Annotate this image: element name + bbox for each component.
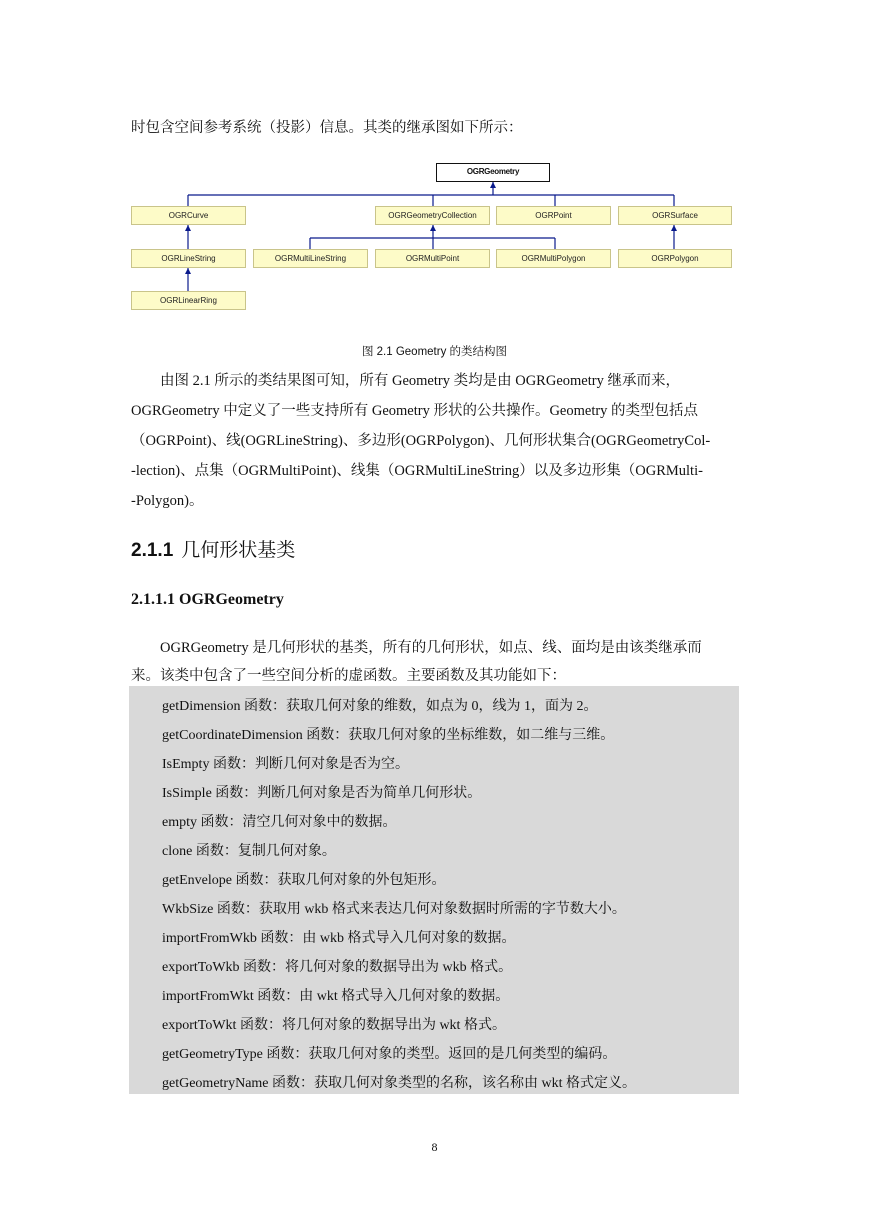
diagram-connectors bbox=[0, 0, 869, 330]
class-ogrgeometry: OGRGeometry bbox=[436, 163, 550, 182]
paragraph-line: OGRGeometry 是几何形状的基类，所有的几何形状，如点、线、面均是由该类继承而 bbox=[160, 640, 702, 656]
section-title: 几何形状基类 bbox=[181, 540, 296, 561]
intro-text: 时包含空间参考系统（投影）信息。其类的继承图如下所示： bbox=[131, 120, 523, 136]
class-ogrmultilinestring: OGRMultiLineString bbox=[253, 249, 368, 268]
section-number: 2.1.1 bbox=[131, 540, 174, 561]
function-item: WkbSize 函数：获取用 wkb 格式来表达几何对象数据时所需的字节数大小。 bbox=[162, 902, 626, 917]
function-item: importFromWkt 函数：由 wkt 格式导入几何对象的数据。 bbox=[162, 989, 510, 1004]
function-item: getDimension 函数：获取几何对象的维数，如点为 0，线为 1，面为 2。 bbox=[162, 699, 598, 714]
class-ogrgeometrycollection: OGRGeometryCollection bbox=[375, 206, 490, 225]
paragraph-line: 来。该类中包含了一些空间分析的虚函数。主要函数及其功能如下： bbox=[131, 668, 566, 684]
class-inheritance-diagram bbox=[0, 0, 869, 330]
class-ogrlinearring: OGRLinearRing bbox=[131, 291, 246, 310]
function-item: getCoordinateDimension 函数：获取几何对象的坐标维数，如二维与三维。 bbox=[162, 728, 615, 743]
class-ogrsurface: OGRSurface bbox=[618, 206, 732, 225]
paragraph-line: （OGRPoint)、线(OGRLineString)、多边形(OGRPolygon)、几何形状集合(OGRGeometryCol- bbox=[131, 433, 711, 449]
class-ogrpolygon: OGRPolygon bbox=[618, 249, 732, 268]
class-ogrlinestring: OGRLineString bbox=[131, 249, 246, 268]
function-item: IsSimple 函数：判断几何对象是否为简单几何形状。 bbox=[162, 786, 482, 801]
class-ogrmultipolygon: OGRMultiPolygon bbox=[496, 249, 611, 268]
page-number: 8 bbox=[431, 1140, 438, 1154]
paragraph-line: OGRGeometry 中定义了一些支持所有 Geometry 形状的公共操作。Geometry 的类型包括点 bbox=[131, 403, 699, 419]
function-item: importFromWkb 函数：由 wkb 格式导入几何对象的数据。 bbox=[162, 931, 516, 946]
paragraph-line: -lection)、点集（OGRMultiPoint)、线集（OGRMultiLineString）以及多边形集（OGRMulti- bbox=[131, 463, 703, 479]
paragraph-line: 由图 2.1 所示的类结果图可知，所有 Geometry 类均是由 OGRGeometry 继承而来， bbox=[160, 373, 680, 389]
function-item: getGeometryName 函数：获取几何对象类型的名称，该名称由 wkt 格式定义。 bbox=[162, 1076, 637, 1091]
function-item: clone 函数：复制几何对象。 bbox=[162, 844, 336, 859]
subsection-heading: 2.1.1.1 OGRGeometry bbox=[131, 591, 284, 608]
paragraph-line: -Polygon)。 bbox=[131, 493, 204, 509]
section-heading bbox=[131, 535, 295, 562]
class-ogrpoint: OGRPoint bbox=[496, 206, 611, 225]
function-item: exportToWkb 函数：将几何对象的数据导出为 wkb 格式。 bbox=[162, 960, 513, 975]
function-item: getEnvelope 函数：获取几何对象的外包矩形。 bbox=[162, 873, 446, 888]
class-ogrmultipoint: OGRMultiPoint bbox=[375, 249, 490, 268]
class-ogrcurve: OGRCurve bbox=[131, 206, 246, 225]
function-item: empty 函数：清空几何对象中的数据。 bbox=[162, 815, 397, 830]
function-item: exportToWkt 函数：将几何对象的数据导出为 wkt 格式。 bbox=[162, 1018, 506, 1033]
function-item: IsEmpty 函数：判断几何对象是否为空。 bbox=[162, 757, 409, 772]
function-item: getGeometryType 函数：获取几何对象的类型。返回的是几何类型的编码。 bbox=[162, 1047, 617, 1062]
figure-caption: 图 2.1 Geometry 的类结构图 bbox=[361, 346, 508, 358]
